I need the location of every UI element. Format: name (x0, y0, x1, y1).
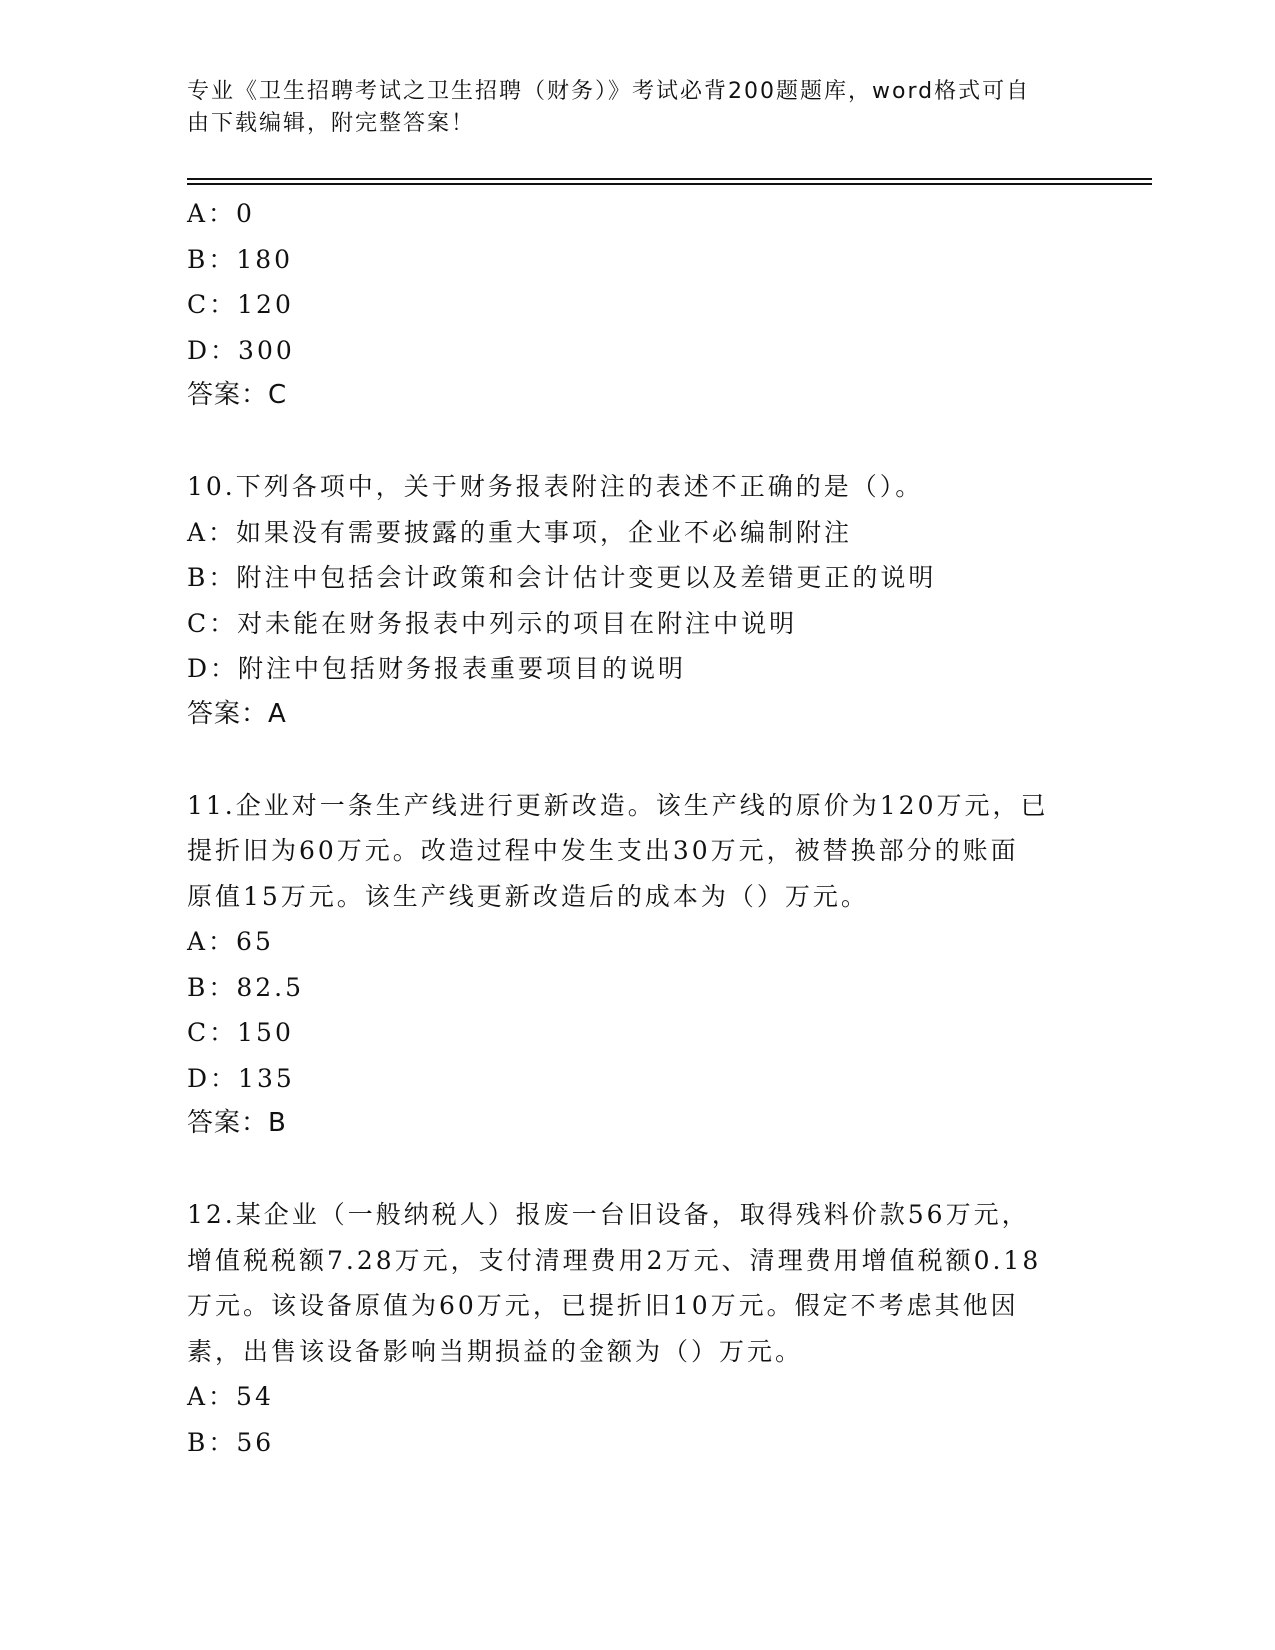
question-stem-line-2: 增值税税额7.28万元，支付清理费用2万元、清理费用增值税额0.18 (187, 1245, 1042, 1275)
answer-line: 答案：A (187, 698, 287, 729)
question-12 (187, 1192, 1087, 1465)
header-divider-bottom (187, 183, 1152, 185)
option-c: C：120 (187, 290, 294, 319)
option-b: B：附注中包括会计政策和会计估计变更以及差错更正的说明 (187, 563, 937, 592)
question-stem-line-1: 11.企业对一条生产线进行更新改造。该生产线的原价为120万元，已 (187, 790, 1049, 820)
option-d: D：135 (187, 1063, 295, 1093)
question-10 (187, 464, 1087, 737)
option-a: A：0 (187, 199, 255, 228)
option-c: C：对未能在财务报表中列示的项目在附注中说明 (187, 608, 798, 638)
option-b: B：180 (187, 244, 294, 274)
document-header (187, 76, 1067, 140)
document-body (187, 191, 1087, 1465)
spacer (187, 737, 1087, 783)
option-d: D：300 (187, 335, 295, 365)
question-9 (187, 191, 1087, 419)
header-title-line-1: 专业《卫生招聘考试之卫生招聘（财务）》考试必背200题题库，word格式可自 (187, 79, 1031, 104)
option-d: D：附注中包括财务报表重要项目的说明 (187, 654, 687, 683)
option-a: A：65 (187, 927, 274, 956)
question-11 (187, 783, 1087, 1147)
answer-line: 答案：C (187, 380, 288, 410)
option-a: A：54 (187, 1382, 274, 1411)
question-stem-line-1: 12.某企业（一般纳税人）报废一台旧设备，取得残料价款56万元， (187, 1200, 1030, 1229)
answer-line: 答案：B (187, 1108, 287, 1138)
question-stem: 10.下列各项中，关于财务报表附注的表述不正确的是（）。 (187, 472, 924, 501)
question-stem-line-3: 原值15万元。该生产线更新改造后的成本为（）万元。 (187, 881, 869, 911)
spacer (187, 1147, 1087, 1193)
option-b: B：82.5 (187, 972, 305, 1002)
option-c: C：150 (187, 1018, 294, 1047)
question-stem-line-3: 万元。该设备原值为60万元，已提折旧10万元。假定不考虑其他因 (187, 1291, 1019, 1320)
header-divider-top (187, 178, 1152, 180)
option-a: A：如果没有需要披露的重大事项，企业不必编制附注 (187, 517, 853, 547)
question-stem-line-4: 素，出售该设备影响当期损益的金额为（）万元。 (187, 1336, 804, 1366)
spacer (187, 419, 1087, 465)
option-b: B：56 (187, 1427, 275, 1457)
header-title-line-2: 由下载编辑，附完整答案！ (187, 111, 476, 136)
question-stem-line-2: 提折旧为60万元。改造过程中发生支出30万元，被替换部分的账面 (187, 836, 1019, 865)
